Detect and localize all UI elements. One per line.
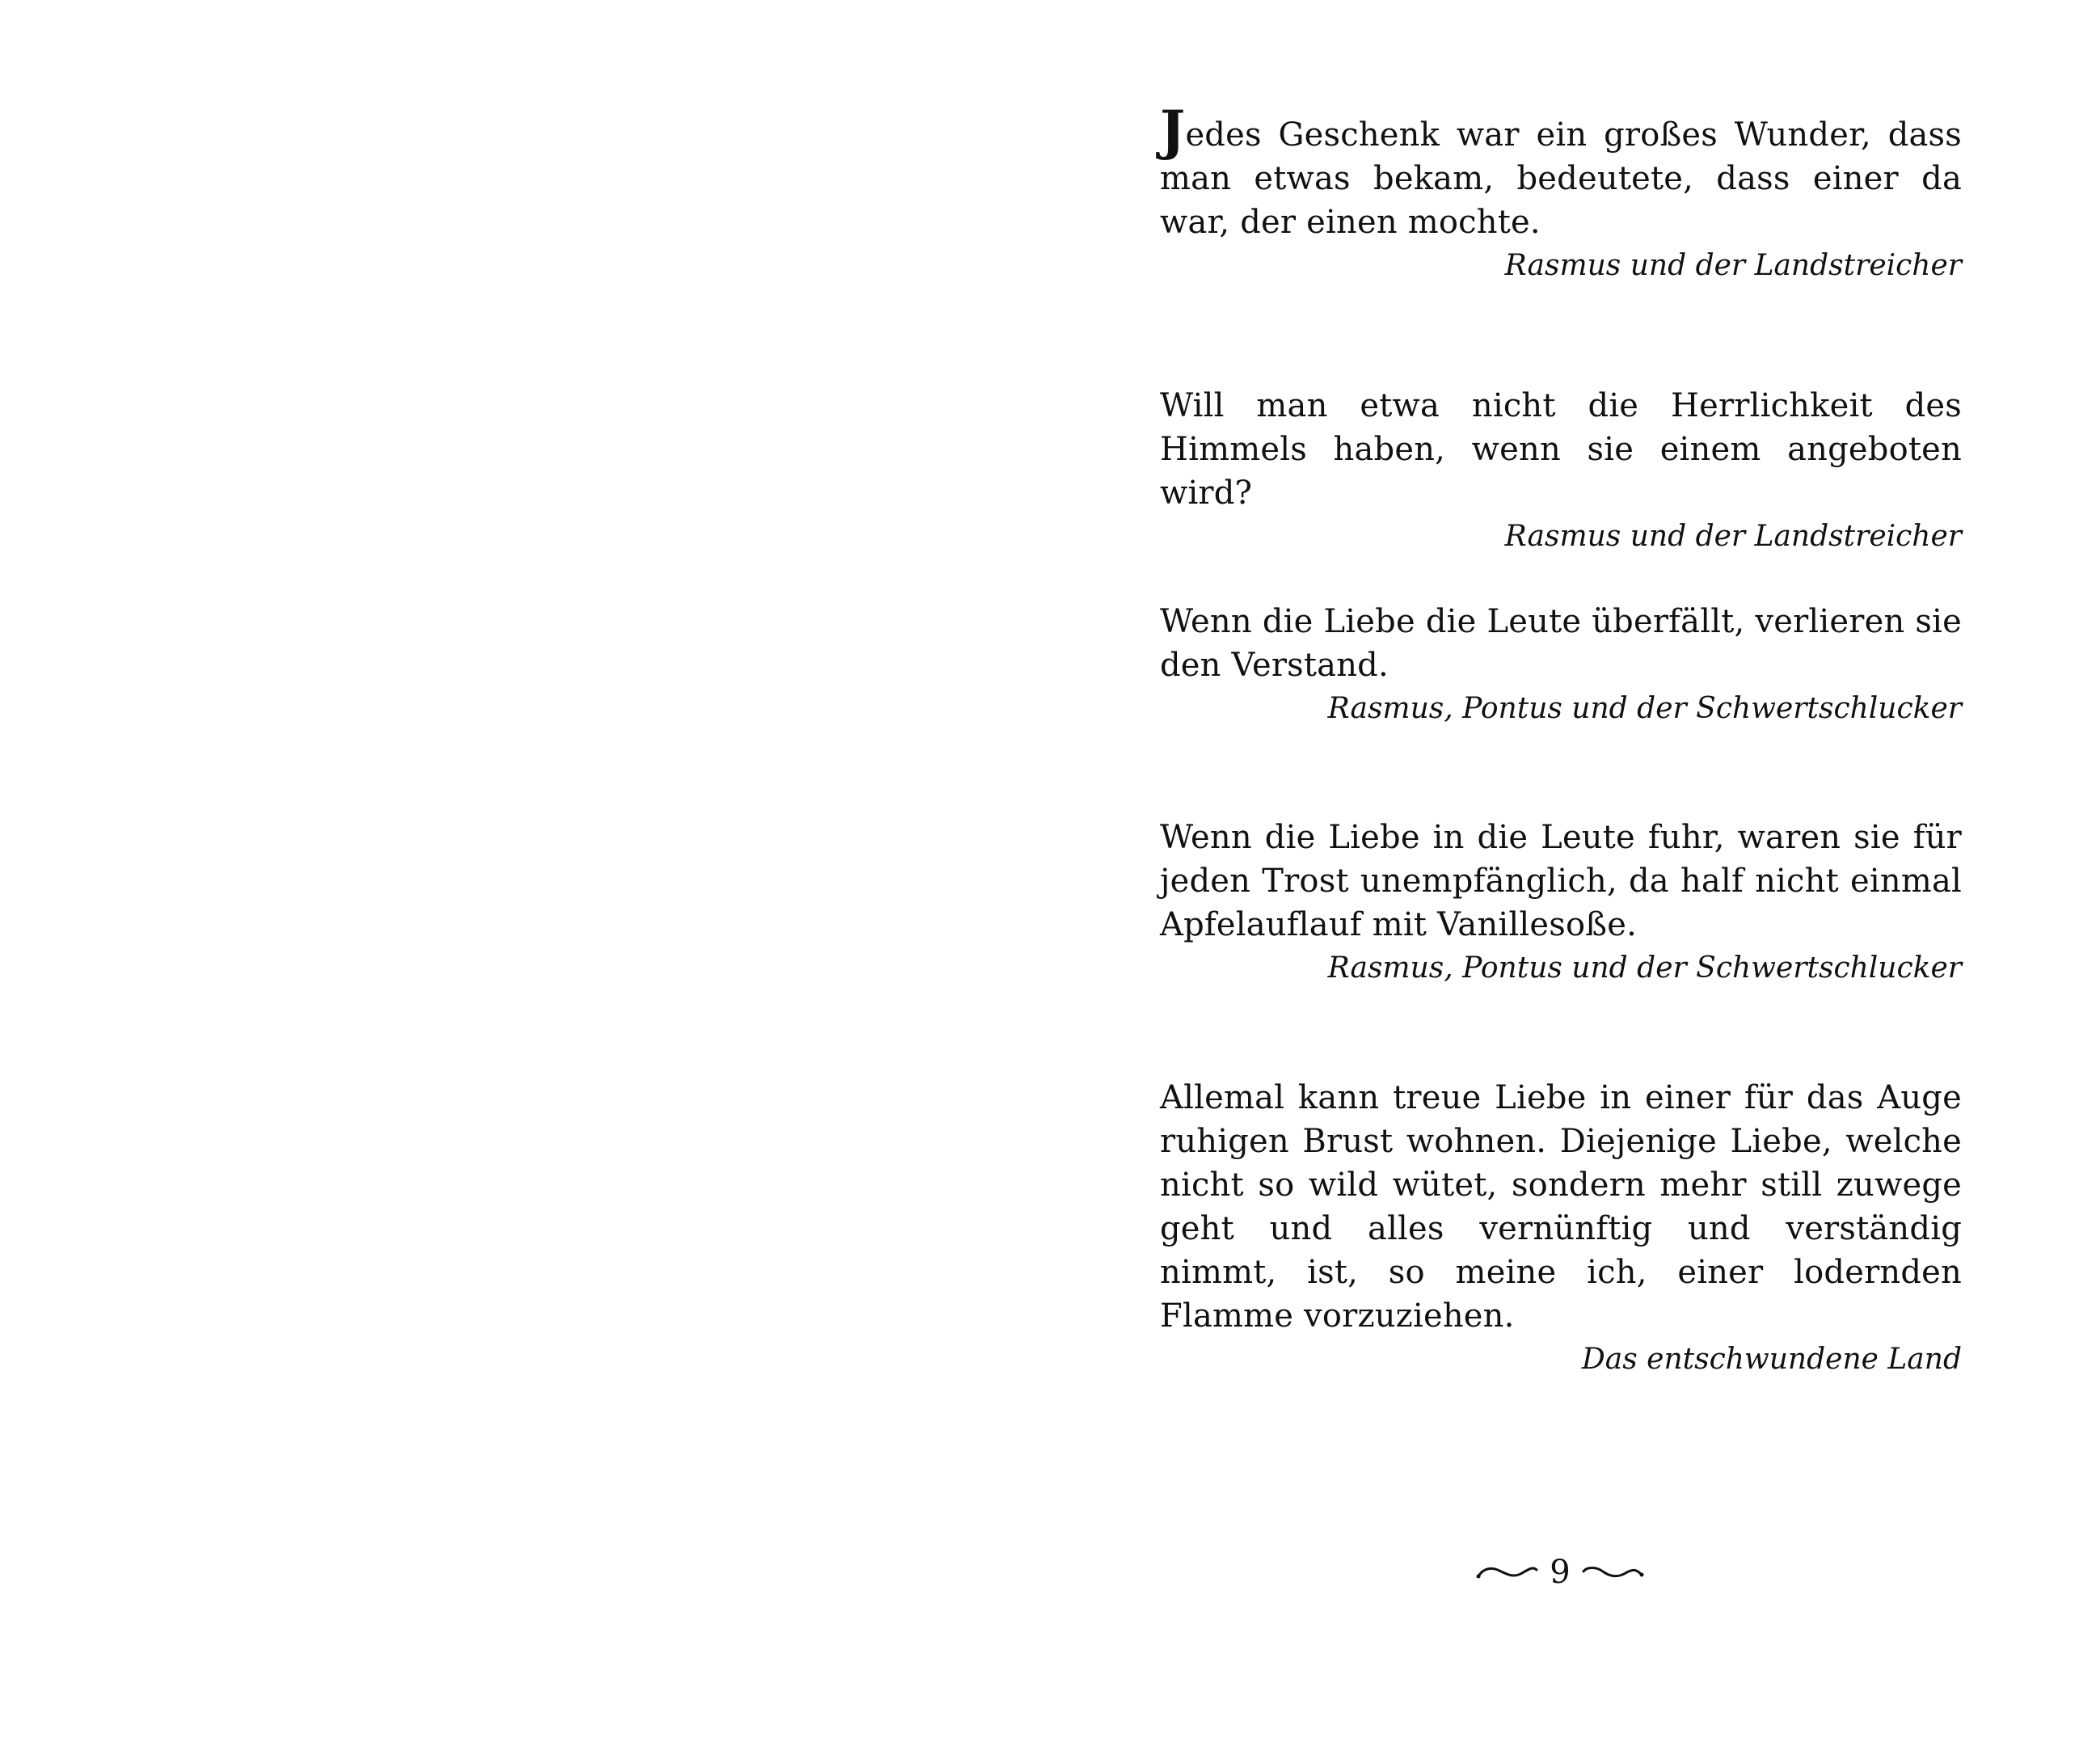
quote-source: Das entschwundene Land [1581,1343,1962,1376]
quote-source: Rasmus, Pontus und der Schwertschlucker [1327,951,1962,985]
page-number: 9 [1550,1554,1571,1591]
quote-source: Rasmus und der Landstreicher [1504,249,1962,282]
quote-text: Wenn die Liebe in die Leute fuhr, waren sie für jeden Trost unempfänglich, da half nicht einmal Apfelauflauf mit Vanillesoße. [1160,819,1962,943]
drop-cap: J [1160,99,1186,162]
quote-text: Wenn die Liebe die Leute überfällt, verlieren sie den Verstand. [1160,603,1962,684]
quote-block [1160,816,1962,990]
page-footer [1471,1548,1649,1597]
quote-body: edes Geschenk war ein großes Wunder, dass man etwas bekam, bedeutete, dass einer da war, der einen mochte. [1160,116,1962,241]
swash-ornament-icon [1580,1560,1645,1584]
quote-block [1160,600,1962,731]
swash-ornament-icon [1475,1560,1540,1584]
quote-source: Rasmus, Pontus und der Schwertschlucker [1327,692,1962,725]
quote-text: Allemal kann treue Liebe in einer für das Auge ruhigen Brust wohnen. Diejenige Liebe, welche nicht so wild wütet, sondern mehr still zuwege geht und alles vernünftig und verständig nimmt, ist, so meine ich, einer lodernden Flamme vorzuziehen. [1160,1079,1962,1335]
quote-source: Rasmus und der Landstreicher [1504,520,1962,553]
quote-text [1160,99,1962,244]
quote-block [1160,99,1962,288]
quote-block [1160,384,1962,559]
quote-text: Will man etwa nicht die Herrlichkeit des Himmels haben, wenn sie einem angeboten wird? [1160,387,1962,512]
quote-block [1160,1076,1962,1382]
